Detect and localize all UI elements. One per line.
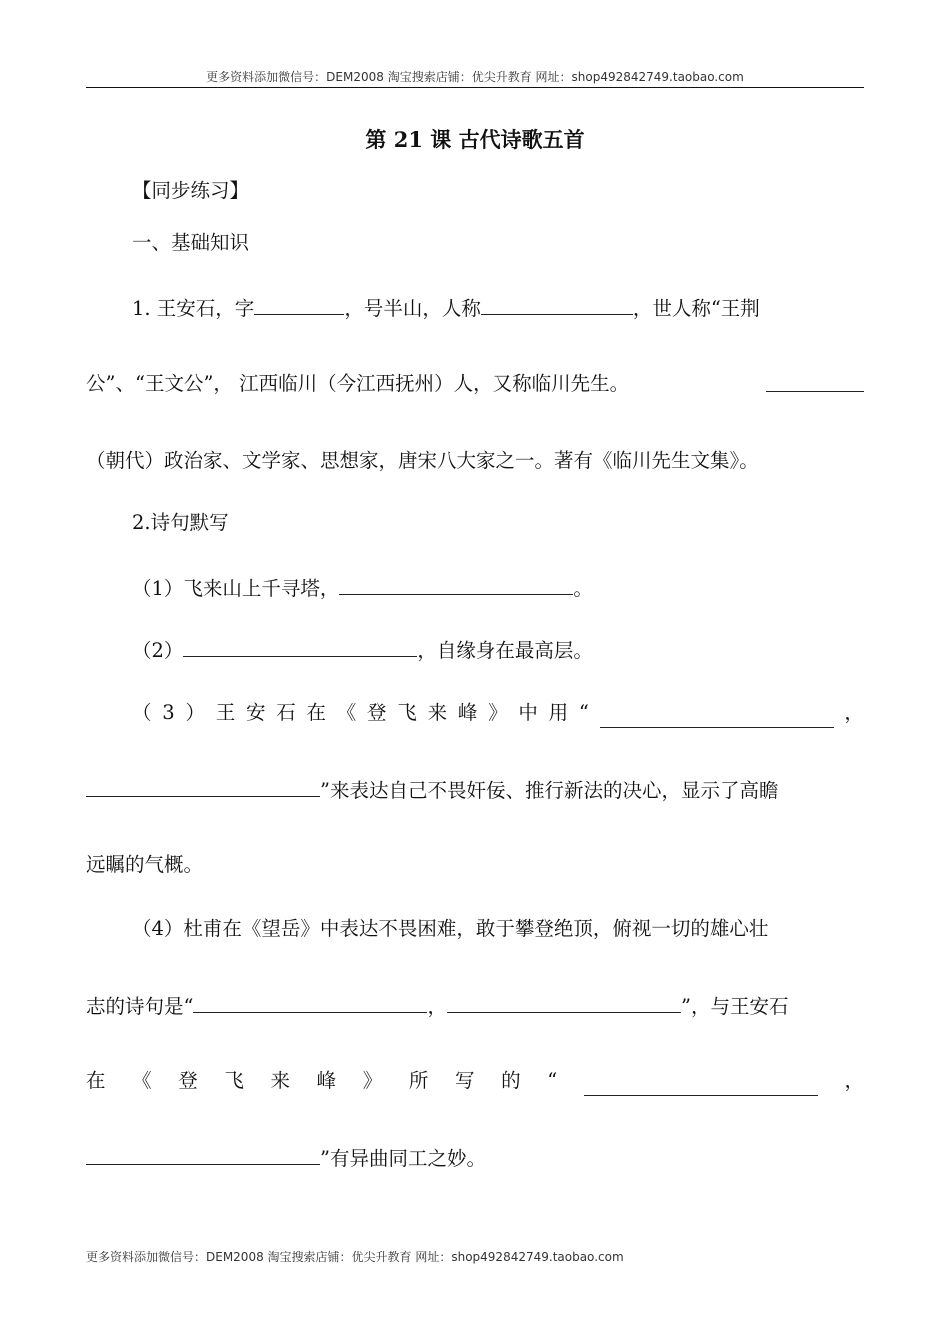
q2-s4-char: 的	[501, 1069, 521, 1092]
q2-s3-char: 石	[276, 701, 296, 724]
q2-s3-char: 3	[162, 701, 175, 724]
q1-text-d: 公”、“王文公”， 江西临川（今江西抚州）人，又称临川先生。	[86, 372, 630, 395]
q1-line1	[132, 292, 760, 324]
q1-blank-title[interactable]	[481, 292, 633, 315]
q2-s4-char: 写	[455, 1069, 475, 1092]
page-header: 更多资料添加微信号：DEM2008 淘宝搜索店铺：优尖升教育 网址：shop492842749.taobao.com	[206, 70, 744, 84]
q2-s3-char: 》	[488, 701, 508, 724]
q2-s4-char: “	[547, 1069, 558, 1092]
q2-s3-char: 登	[367, 701, 387, 724]
q2-s3-char: “	[578, 701, 589, 724]
q2-s3-char: 来	[427, 701, 448, 724]
q2-s4-line4-text: ”有异曲同工之妙。	[320, 1147, 486, 1170]
q2-s1-blank[interactable]	[339, 572, 573, 595]
q2-s4-char: 在	[86, 1069, 106, 1092]
q2-s3-char: 在	[306, 701, 327, 724]
q2-s4-line1: （4）杜甫在《望岳》中表达不畏困难，敢于攀登绝顶，俯视一切的雄心壮	[132, 917, 769, 940]
q2-s1	[132, 572, 593, 604]
section-practice: 【同步练习】	[132, 179, 250, 202]
q1-text-b: ，号半山，人称	[344, 297, 481, 320]
q2-s3-char: ）	[185, 701, 205, 724]
page-title: 第 21 课 古代诗歌五首	[365, 127, 585, 152]
q1-line3: （朝代）政治家、文学家、思想家，唐宋八大家之一。著有《临川先生文集》。	[86, 449, 759, 472]
q2-label: 2.诗句默写	[132, 511, 229, 534]
q2-s4-char: 峰	[316, 1069, 337, 1092]
q2-s3-blank-1[interactable]	[600, 705, 834, 728]
q2-s4-blank-4[interactable]	[86, 1142, 320, 1165]
q1-blank-dynasty[interactable]	[766, 369, 864, 392]
q2-s3-line2	[86, 774, 778, 806]
q2-s4-line4	[86, 1142, 486, 1174]
q2-s3-char: （	[132, 701, 152, 724]
header-divider	[86, 87, 864, 88]
q2-s3-line3: 远瞩的气概。	[86, 853, 204, 876]
q2-s4-line2	[86, 990, 788, 1022]
q2-s1-text: （1）飞来山上千寻塔，	[132, 577, 340, 600]
q2-s3-char: 《	[336, 701, 357, 724]
q2-s4-char: 》	[362, 1069, 383, 1092]
q2-s4-text-b: ，	[427, 995, 447, 1018]
q2-s4-comma: ，	[844, 1069, 864, 1092]
q1-line2	[86, 369, 629, 399]
q2-s3-char: 峰	[457, 701, 478, 724]
q2-s3-char: 飞	[397, 701, 417, 724]
q2-s3-char: 安	[245, 701, 266, 724]
q2-s4-text-c: ”，与王安石	[681, 995, 789, 1018]
q2-s4-char: 《	[132, 1069, 152, 1092]
page-footer: 更多资料添加微信号：DEM2008 淘宝搜索店铺：优尖升教育 网址：shop492842749.taobao.com	[86, 1250, 624, 1264]
q2-s4-blank-1[interactable]	[193, 990, 427, 1013]
q2-s3-line2-text: ”来表达自己不畏奸佞、推行新法的决心，显示了高瞻	[320, 779, 779, 802]
q2-s2-blank[interactable]	[183, 634, 417, 657]
q2-s2	[132, 634, 593, 666]
q2-s4-char: 所	[408, 1069, 429, 1092]
q2-s3-line1	[132, 698, 864, 728]
q2-s2-end: ，自缘身在最高层。	[417, 639, 593, 662]
q2-s1-end: 。	[573, 577, 593, 600]
q2-s3-char: 王	[215, 701, 236, 724]
q2-s3-char: 用	[548, 701, 569, 724]
section-basic-knowledge: 一、基础知识	[132, 231, 250, 254]
q1-blank-courtesy-name[interactable]	[254, 292, 344, 315]
q2-s3-char: 中	[518, 701, 538, 724]
q2-s3-blank-2[interactable]	[86, 774, 320, 797]
q1-text-c: ，世人称“王荆	[632, 297, 760, 320]
q2-s4-char: 来	[270, 1069, 291, 1092]
q2-s4-blank-2[interactable]	[447, 990, 681, 1013]
q2-s2-text: （2）	[132, 639, 184, 662]
q1-text-a: 1. 王安石，字	[132, 297, 255, 320]
q2-s3-comma: ，	[844, 701, 864, 724]
q2-s4-char: 登	[178, 1069, 198, 1092]
q2-s4-blank-3[interactable]	[584, 1073, 818, 1096]
q2-s4-char: 飞	[224, 1069, 244, 1092]
q2-s4-line3	[86, 1066, 864, 1096]
q2-s4-text-a: 志的诗句是“	[86, 995, 194, 1018]
